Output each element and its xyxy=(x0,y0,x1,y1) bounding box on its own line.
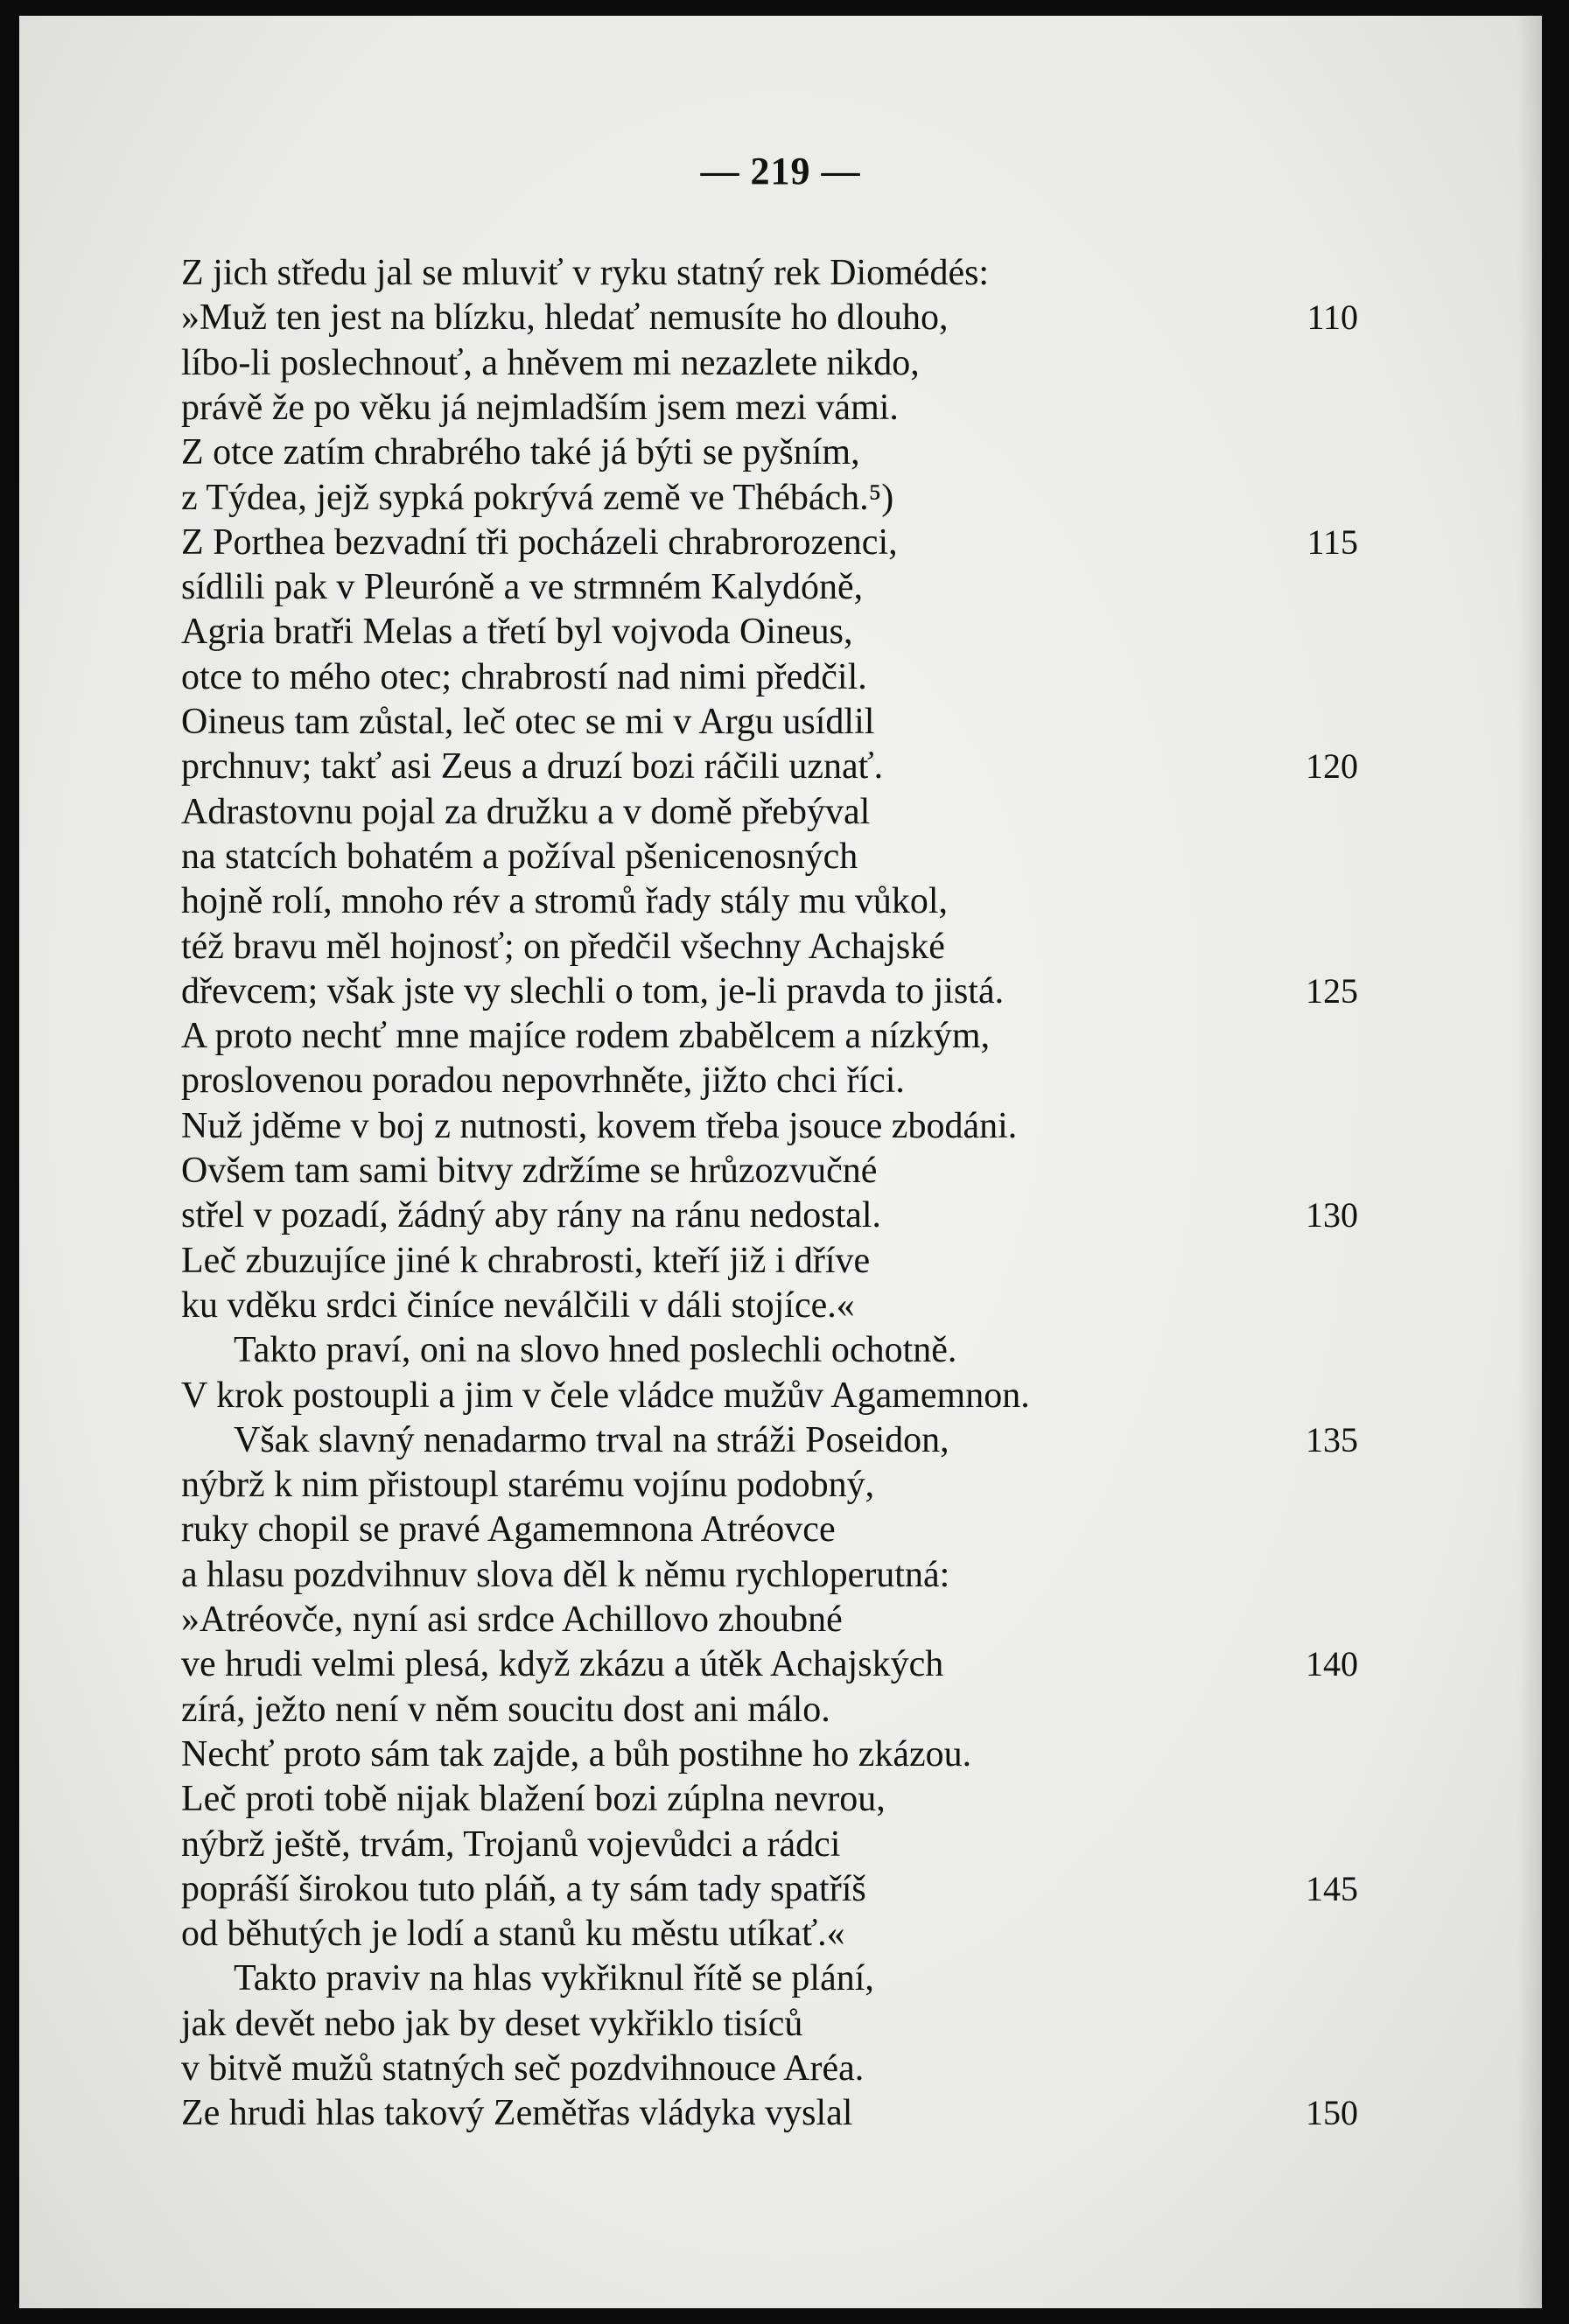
verse-line: střel v pozadí, žádný aby rány na ránu nedostal. xyxy=(181,1195,882,1236)
verse-line: Takto praviv na hlas vykřiknul řítě se plání, xyxy=(234,1958,874,1998)
verse-line-number: 130 xyxy=(1306,1195,1358,1235)
verse-line: též bravu měl hojnosť; on předčil všechny Achajské xyxy=(181,927,945,967)
verse-line: »Atréovče, nyní asi srdce Achillovo zhoubné xyxy=(181,1600,843,1640)
page-edge-shadow xyxy=(1517,16,1542,2308)
verse-line: Z Porthea bezvadní tři pocházeli chrabrorozenci, xyxy=(181,522,898,563)
verse-line: proslovenou poradou nepovrhněte, jižto chci říci. xyxy=(181,1060,905,1101)
verse-line: a hlasu pozdvihnuv slova děl k němu rychloperutná: xyxy=(181,1555,950,1595)
verse-line: ku vděku srdci činíce neválčili v dáli stojíce.« xyxy=(181,1285,855,1326)
verse-line: A proto nechť mne majíce rodem zbabělcem a nízkým, xyxy=(181,1016,991,1056)
verse-line: v bitvě mužů statných seč pozdvihnouce Aréa. xyxy=(181,2048,865,2089)
verse-line: z Týdea, jejž sypká pokrývá země ve Thébách.⁵) xyxy=(181,478,894,518)
verse-line: Z jich středu jal se mluviť v ryku statný rek Diomédés: xyxy=(181,253,990,293)
verse-line: Agria bratři Melas a třetí byl vojvoda Oineus, xyxy=(181,612,853,652)
verse-line: právě že po věku já nejmladším jsem mezi vámi. xyxy=(181,388,899,428)
verse-line: nýbrž k nim přistoupl starému vojínu podobný, xyxy=(181,1465,875,1505)
verse-line-number: 115 xyxy=(1306,522,1358,562)
verse-line: ruky chopil se pravé Agamemnona Atréovce xyxy=(181,1509,836,1550)
verse-line: ve hrudi velmi plesá, když zkázu a útěk Achajských xyxy=(181,1644,944,1684)
verse-line: na statcích bohatém a požíval pšenicenosných xyxy=(181,836,858,877)
verse-line: dřevcem; však jste vy slechli o tom, je-li pravda to jistá. xyxy=(181,971,1005,1012)
verse-line: Ze hrudi hlas takový Zemětřas vládyka vyslal xyxy=(181,2093,853,2133)
verse-line-number: 120 xyxy=(1306,746,1358,786)
verse-line: otce to mého otec; chrabrostí nad nimi předčil. xyxy=(181,657,867,697)
verse-line: Z otce zatím chrabrého také já býti se pyšním, xyxy=(181,432,860,472)
verse-line: Ovšem tam sami bitvy zdržíme se hrůzozvučné xyxy=(181,1151,878,1191)
verse-line-number: 135 xyxy=(1306,1420,1358,1460)
verse-line-number: 110 xyxy=(1306,298,1358,337)
verse-line-number: 125 xyxy=(1306,971,1358,1011)
page-number: — 219 — xyxy=(700,150,861,192)
verse-line: nýbrž ještě, trvám, Trojanů vojevůdci a rádci xyxy=(181,1824,841,1865)
verse-line: líbo-li poslechnouť, a hněvem mi nezazlete nikdo, xyxy=(181,343,920,383)
verse-line: Leč zbuzujíce jiné k chrabrosti, kteří již i dříve xyxy=(181,1241,871,1281)
verse-line: od běhutých je lodí a stanů ku městu utíkať.« xyxy=(181,1914,845,1954)
verse-line: Nuž jděme v boj z nutnosti, kovem třeba jsouce zbodáni. xyxy=(181,1106,1018,1146)
verse-line: zírá, ježto není v něm soucitu dost ani málo. xyxy=(181,1690,830,1730)
verse-line-number: 140 xyxy=(1306,1644,1358,1684)
verse-line: V krok postoupli a jim v čele vládce mužův Agamemnon. xyxy=(181,1376,1030,1416)
verse-line: Však slavný nenadarmo trval na stráži Poseidon, xyxy=(234,1420,949,1460)
verse-line: Nechť proto sám tak zajde, a bůh postihne ho zkázou. xyxy=(181,1734,972,1774)
verse-line: Adrastovnu pojal za družku a v domě přebýval xyxy=(181,792,871,832)
book-page xyxy=(19,16,1542,2308)
verse-line: »Muž ten jest na blízku, hledať nemusíte ho dlouho, xyxy=(181,298,949,338)
verse-line: sídlili pak v Pleuróně a ve strmném Kalydóně, xyxy=(181,567,864,607)
verse-line: Oineus tam zůstal, leč otec se mi v Argu usídlil xyxy=(181,702,875,742)
verse-line: prchnuv; takť asi Zeus a druzí bozi ráčili uznať. xyxy=(181,746,884,787)
verse-line-number: 150 xyxy=(1306,2093,1358,2132)
verse-line: Leč proti tobě nijak blažení bozi zúplna nevrou, xyxy=(181,1779,886,1819)
verse-line: popráší širokou tuto pláň, a ty sám tady spatříš xyxy=(181,1869,866,1909)
verse-line: jak devět nebo jak by deset vykřiklo tisíců xyxy=(181,2004,803,2044)
verse-line: Takto praví, oni na slovo hned poslechli ochotně. xyxy=(234,1330,957,1370)
verse-line-number: 145 xyxy=(1306,1869,1358,1908)
verse-line: hojně rolí, mnoho rév a stromů řady stály mu vůkol, xyxy=(181,881,949,921)
